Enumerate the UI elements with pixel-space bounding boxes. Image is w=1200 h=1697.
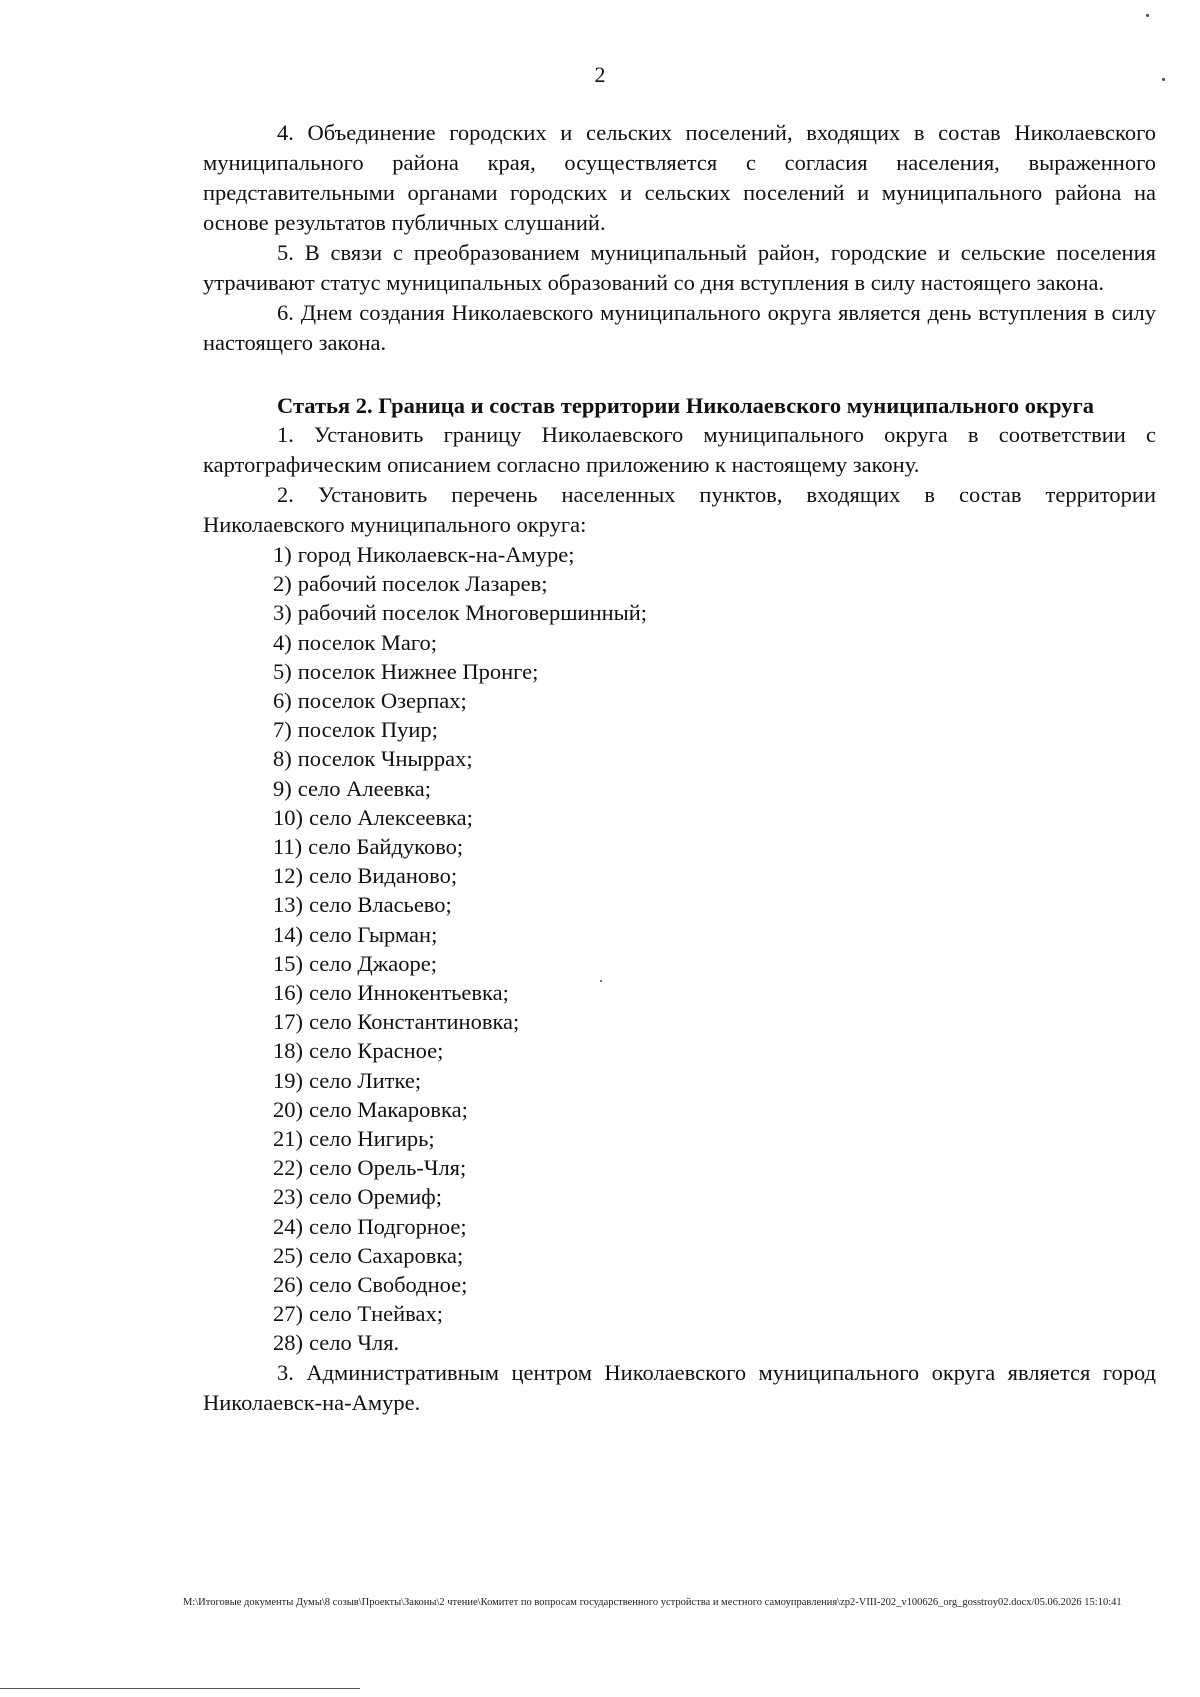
settlement-name: поселок Пуир; <box>297 717 438 743</box>
settlement-name: село Тнейвах; <box>309 1301 443 1327</box>
settlement-name: село Джаоре; <box>309 950 437 976</box>
settlement-item <box>203 978 1156 1007</box>
settlement-name: село Чля. <box>309 1330 400 1356</box>
settlement-number: 16) <box>273 980 303 1006</box>
settlement-item <box>203 890 1156 919</box>
settlement-number: 23) <box>273 1184 303 1210</box>
settlement-item <box>203 920 1156 949</box>
settlement-name: село Константиновка; <box>309 1009 520 1035</box>
settlement-number: 14) <box>273 921 303 947</box>
file-path-footer: M:\Итоговые документы Думы\8 созыв\Проекты\Законы\2 чтение\Комитет по вопросам государственного устройства и местного самоуправления\zp2-VIII-202_v100626_org_gosstroy02.docx/05.06.2026 15:10:41 <box>183 1597 1122 1608</box>
settlement-number: 10) <box>273 804 303 830</box>
settlement-item <box>203 774 1156 803</box>
settlement-item <box>203 1328 1156 1357</box>
settlement-item <box>203 569 1156 598</box>
settlement-number: 24) <box>273 1213 303 1239</box>
settlement-item <box>203 1182 1156 1211</box>
settlement-name: село Подгорное; <box>309 1213 467 1239</box>
settlement-name: село Красное; <box>309 1038 444 1064</box>
settlement-number: 12) <box>273 863 303 889</box>
settlement-number: 25) <box>273 1242 303 1268</box>
settlement-item <box>203 686 1156 715</box>
settlement-number: 8) <box>273 746 292 772</box>
settlement-number: 1) <box>273 542 292 567</box>
article-2-paragraph-2: 2. Установить перечень населенных пунктов, входящих в состав территории Николаевского муниципального округа: <box>203 482 1156 537</box>
paragraph-6: 6. Днем создания Николаевского муниципального округа является день вступления в силу настоящего закона. <box>203 300 1156 355</box>
settlement-name: город Николаевск-на-Амуре; <box>297 542 575 567</box>
settlement-item <box>203 832 1156 861</box>
settlement-name: поселок Нижнее Пронге; <box>297 658 539 684</box>
settlement-number: 3) <box>273 600 292 626</box>
settlement-number: 22) <box>273 1155 303 1181</box>
settlement-number: 4) <box>273 629 292 655</box>
settlement-item <box>203 803 1156 832</box>
settlement-item <box>203 657 1156 686</box>
settlement-item <box>203 628 1156 657</box>
article-2-heading: Статья 2. Граница и состав территории Николаевского муниципального округа <box>277 393 1094 418</box>
settlement-number: 7) <box>273 717 292 743</box>
settlement-name: село Нигирь; <box>309 1126 435 1152</box>
scan-speck <box>1162 78 1165 81</box>
settlement-name: село Макаровка; <box>309 1096 468 1122</box>
settlement-number: 5) <box>273 658 292 684</box>
article-2-paragraph-3: 3. Административным центром Николаевского муниципального округа является город Николаевск-на-Амуре. <box>203 1359 1156 1415</box>
settlement-number: 17) <box>273 1009 303 1035</box>
settlement-name: рабочий поселок Лазарев; <box>297 571 548 597</box>
document-body <box>203 118 1156 1418</box>
settlement-item <box>203 1036 1156 1065</box>
settlement-item <box>203 1270 1156 1299</box>
settlement-item <box>203 1066 1156 1095</box>
settlement-item <box>203 1212 1156 1241</box>
settlement-name: село Байдуково; <box>308 834 464 860</box>
settlement-name: село Власьево; <box>309 892 452 918</box>
settlements-list <box>203 540 1156 1358</box>
settlement-item <box>203 1153 1156 1182</box>
settlement-number: 15) <box>273 950 303 976</box>
settlement-item <box>203 540 1156 569</box>
settlement-number: 27) <box>273 1301 303 1327</box>
settlement-number: 21) <box>273 1126 303 1152</box>
settlement-number: 18) <box>273 1038 303 1064</box>
settlement-item <box>203 1299 1156 1328</box>
settlement-name: село Оремиф; <box>309 1184 442 1210</box>
paragraph-4: 4. Объединение городских и сельских поселений, входящих в состав Николаевского муниципального района края, осуществляется с согласия населения, выраженного представительными органами городских и сельских поселений и муниципального района на основе результатов публичных слушаний. <box>203 120 1156 235</box>
settlement-number: 13) <box>273 892 303 918</box>
page-number: 2 <box>594 62 606 87</box>
settlement-item <box>203 1007 1156 1036</box>
settlement-number: 20) <box>273 1096 303 1122</box>
settlement-name: село Гырман; <box>309 921 438 947</box>
settlement-name: поселок Чныррах; <box>297 746 473 772</box>
settlement-number: 19) <box>273 1067 303 1093</box>
settlement-number: 11) <box>273 834 303 860</box>
settlement-item <box>203 1241 1156 1270</box>
settlement-number: 26) <box>273 1272 303 1298</box>
settlement-name: село Сахаровка; <box>309 1242 464 1268</box>
scan-artifact-line <box>0 1688 360 1689</box>
settlement-name: село Алеевка; <box>297 775 432 801</box>
settlement-number: 28) <box>273 1330 303 1356</box>
settlement-name: поселок Маго; <box>297 629 438 655</box>
settlement-item <box>203 715 1156 744</box>
settlement-name: поселок Озерпах; <box>297 688 467 714</box>
settlement-item <box>203 744 1156 773</box>
settlement-name: село Алексеевка; <box>309 804 473 830</box>
paragraph-5: 5. В связи с преобразованием муниципальный район, городские и сельские поселения утрачивают статус муниципальных образований со дня вступления в силу настоящего закона. <box>203 240 1156 295</box>
settlement-item <box>203 598 1156 627</box>
settlement-number: 9) <box>273 775 292 801</box>
scan-speck <box>1146 14 1149 17</box>
settlement-name: рабочий поселок Многовершинный; <box>297 600 648 626</box>
article-2-paragraph-1: 1. Установить границу Николаевского муниципального округа в соответствии с картографическим описанием согласно приложению к настоящему закону. <box>203 422 1156 477</box>
settlement-name: село Виданово; <box>309 863 458 889</box>
settlement-item <box>203 1124 1156 1153</box>
settlement-number: 6) <box>273 688 292 714</box>
settlement-name: село Литке; <box>309 1067 422 1093</box>
settlement-item <box>203 949 1156 978</box>
settlement-item <box>203 1095 1156 1124</box>
settlement-name: село Орель-Чля; <box>309 1155 467 1181</box>
scan-speck <box>600 980 602 982</box>
settlement-name: село Иннокентьевка; <box>309 980 509 1006</box>
settlement-number: 2) <box>273 571 292 597</box>
settlement-name: село Свободное; <box>309 1272 468 1298</box>
settlement-item <box>203 861 1156 890</box>
